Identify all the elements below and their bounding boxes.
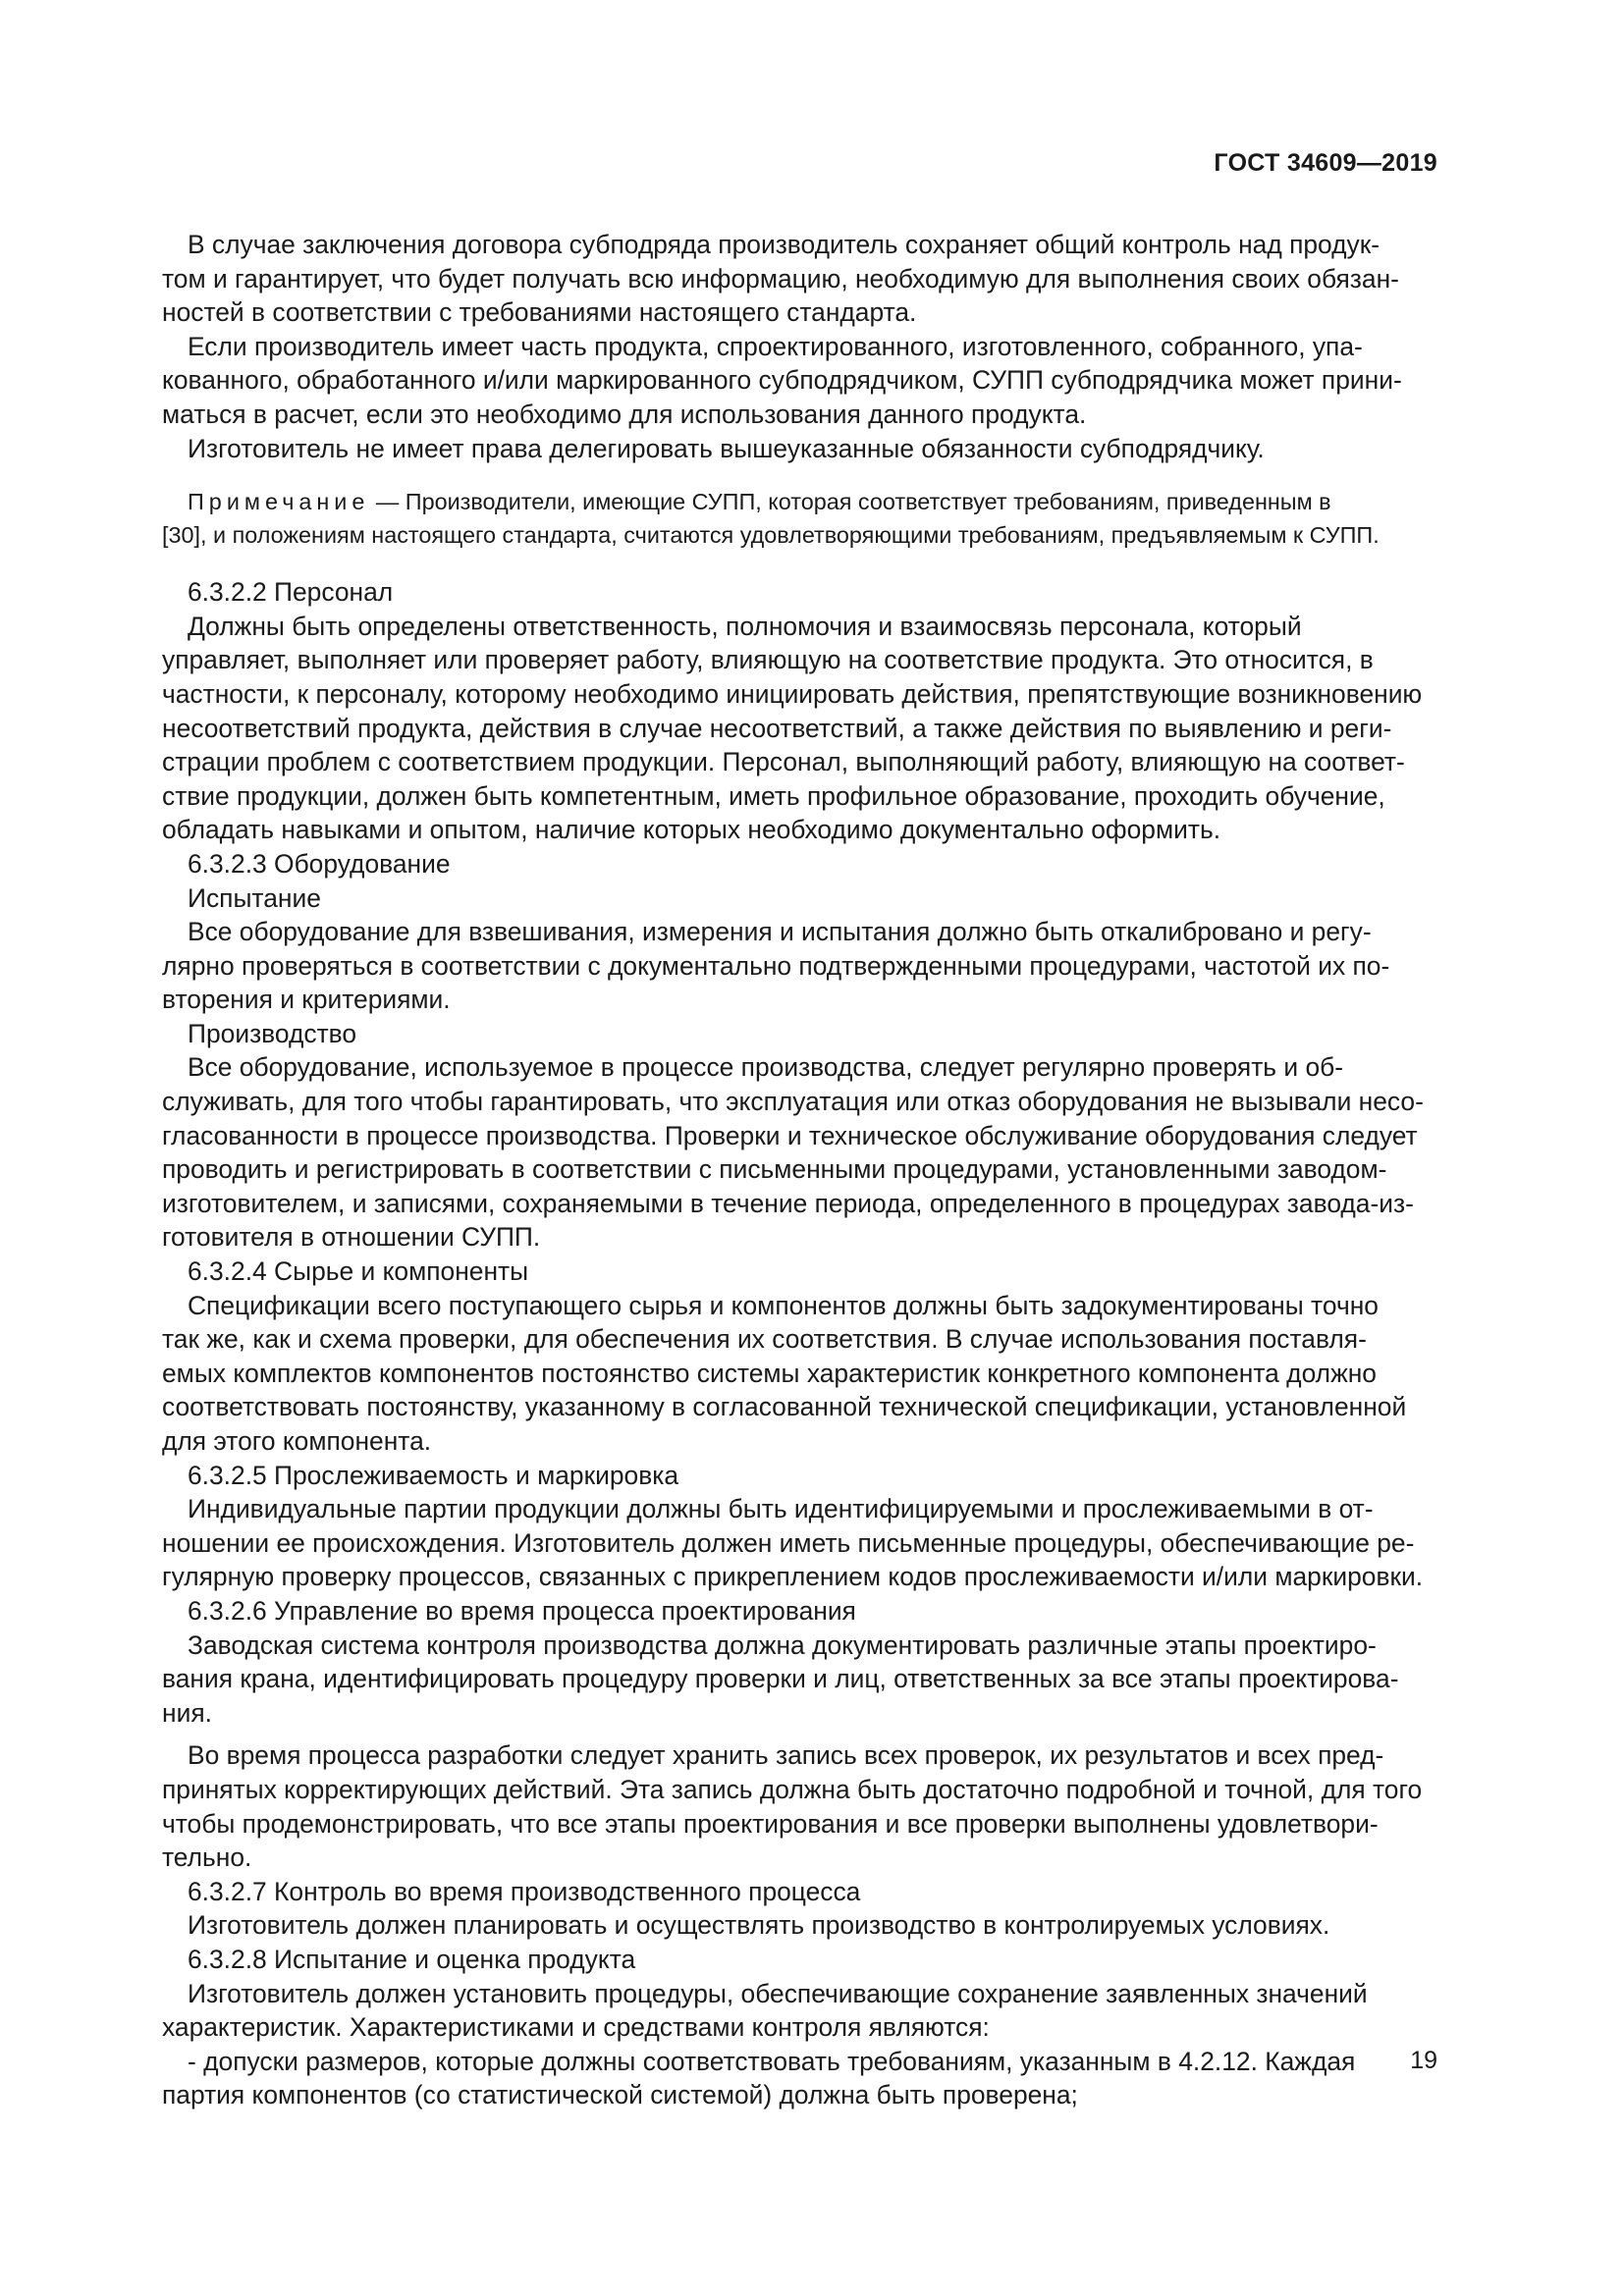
text-line: емых комплектов компонентов постоянство системы характеристик конкретного компонента должно bbox=[162, 1358, 1377, 1388]
paragraph-personnel bbox=[162, 610, 1444, 847]
paragraph-subcontract bbox=[162, 228, 1444, 330]
note-text-line: [30], и положениям настоящего стандарта, считаются удовлетворяющими требованиям, предъявляемым к СУПП. bbox=[162, 522, 1380, 549]
text-line: - допуски размеров, которые должны соответствовать требованиям, указанным в 4.2.12. Каждая bbox=[188, 2046, 1356, 2076]
text-line: Изготовитель не имеет права делегировать вышеуказанные обязанности субподрядчику. bbox=[188, 433, 1265, 463]
text-line: Изготовитель должен планировать и осуществлять производство в контролируемых условиях. bbox=[188, 1910, 1330, 1941]
text-line: принятых корректирующих действий. Эта запись должна быть достаточно подробной и точной, для того bbox=[162, 1774, 1423, 1804]
text-line: ния. bbox=[162, 1697, 212, 1728]
text-line: изготовителем, и записями, сохраняемыми в течение периода, определенного в процедурах завода-из- bbox=[162, 1188, 1414, 1218]
text-line: гулярную проверку процессов, связанных с прикреплением кодов прослеживаемости и/или маркировки. bbox=[162, 1562, 1424, 1592]
list-item-dimension-tolerances bbox=[162, 2045, 1444, 2112]
text-line: лярно проверяться в соответствии с документально подтвержденными процедурами, частотой их по- bbox=[162, 950, 1390, 981]
paragraph-equipment-testing bbox=[162, 915, 1444, 1017]
text-line: ношении ее происхождения. Изготовитель должен иметь письменные процедуры, обеспечивающие ре- bbox=[162, 1527, 1415, 1558]
paragraph-design-control bbox=[162, 1629, 1444, 1731]
text-line: вания крана, идентифицировать процедуру проверки и лиц, ответственных за все этапы проектирова- bbox=[162, 1664, 1399, 1694]
subheading-testing: Испытание bbox=[188, 882, 321, 913]
text-line: частности, к персоналу, которому необходимо инициировать действия, препятствующие возникновению bbox=[162, 678, 1423, 709]
section-heading-6-3-2-8: 6.3.2.8 Испытание и оценка продукта bbox=[188, 1944, 636, 1974]
section-heading-6-3-2-2: 6.3.2.2 Персонал bbox=[188, 577, 394, 608]
paragraph-equipment-production bbox=[162, 1050, 1444, 1255]
note-text: — Производители, имеющие СУПП, которая соответствует требованиям, приведенным в bbox=[369, 489, 1331, 515]
text-line: страции проблем с соответствием продукции. Персонал, выполняющий работу, влияющую на соответ- bbox=[162, 747, 1405, 777]
paragraph-product-testing bbox=[162, 1977, 1444, 2045]
text-line: В случае заключения договора субподряда производитель сохраняет общий контроль над продук- bbox=[188, 230, 1380, 259]
text-line: партия компонентов (со статистической системой) должна быть проверена; bbox=[162, 2080, 1078, 2110]
text-line: так же, как и схема проверки, для обеспечения их соответствия. В случае использования поставля- bbox=[162, 1324, 1367, 1355]
note-paragraph bbox=[162, 485, 1444, 552]
paragraph-raw-materials bbox=[162, 1289, 1444, 1459]
text-line: характеристик. Характеристиками и средствами контроля являются: bbox=[162, 2012, 990, 2043]
text-line: соответствовать постоянству, указанному в согласованной технической спецификации, установленной bbox=[162, 1392, 1407, 1422]
text-line: тельно. bbox=[162, 1842, 252, 1873]
text-line: чтобы продемонстрировать, что все этапы проектирования и все проверки выполнены удовлетвори- bbox=[162, 1808, 1379, 1839]
text-line: Должны быть определены ответственность, полномочия и взаимосвязь персонала, который bbox=[188, 611, 1302, 641]
text-line: гласованности в процессе производства. Проверки и техническое обслуживание оборудования следует bbox=[162, 1120, 1418, 1150]
text-line: кованного, обработанного и/или маркированного субподрядчиком, СУПП субподрядчика может прини- bbox=[162, 365, 1402, 396]
page-body bbox=[162, 228, 1444, 2112]
section-heading-6-3-2-7: 6.3.2.7 Контроль во время производственного процесса bbox=[188, 1876, 861, 1906]
section-heading-6-3-2-3: 6.3.2.3 Оборудование bbox=[188, 848, 451, 879]
section-heading-6-3-2-5: 6.3.2.5 Прослеживаемость и маркировка bbox=[188, 1460, 679, 1490]
text-line: Индивидуальные партии продукции должны быть идентифицируемыми и прослеживаемыми в от- bbox=[188, 1494, 1374, 1524]
text-line: вторения и критериями. bbox=[162, 985, 451, 1015]
paragraph-traceability bbox=[162, 1492, 1444, 1594]
text-line: ствие продукции, должен быть компетентным, иметь профильное образование, проходить обучение, bbox=[162, 780, 1385, 811]
text-line: Все оборудование для взвешивания, измерения и испытания должно быть откалибровано и регу- bbox=[188, 917, 1372, 947]
paragraph-design-records bbox=[162, 1738, 1444, 1874]
document-code-header: ГОСТ 34609—2019 bbox=[1214, 149, 1437, 177]
text-line: маться в расчет, если это необходимо для использования данного продукта. bbox=[162, 399, 1087, 429]
text-line: обладать навыками и опытом, наличие которых необходимо документально оформить. bbox=[162, 815, 1221, 845]
text-line: Во время процесса разработки следует хранить запись всех проверок, их результатов и всех пред- bbox=[188, 1740, 1384, 1771]
section-heading-6-3-2-4: 6.3.2.4 Сырье и компоненты bbox=[188, 1256, 529, 1287]
text-line: Если производитель имеет часть продукта, спроектированного, изготовленного, собранного, упа- bbox=[188, 331, 1363, 361]
text-line: проводить и регистрировать в соответствии с письменными процедурами, установленными заводом- bbox=[162, 1154, 1387, 1185]
section-heading-6-3-2-6: 6.3.2.6 Управление во время процесса проектирования bbox=[188, 1595, 856, 1626]
text-line: управляет, выполняет или проверяет работу, влияющую на соответствие продукта. Это относится, в bbox=[162, 645, 1374, 675]
text-line: готовителя в отношении СУПП. bbox=[162, 1222, 541, 1253]
paragraph-no-delegation bbox=[162, 432, 1444, 466]
text-line: Спецификации всего поступающего сырья и компонентов должны быть задокументированы точно bbox=[188, 1290, 1379, 1320]
subheading-production: Производство bbox=[188, 1018, 357, 1048]
text-line: несоответствий продукта, действия в случае несоответствий, а также действия по выявлению и реги- bbox=[162, 713, 1392, 743]
text-line: для этого компонента. bbox=[162, 1426, 432, 1456]
paragraph-subcontractor-part bbox=[162, 330, 1444, 432]
text-line: том и гарантирует, что будет получать всю информацию, необходимую для выполнения своих обязан- bbox=[162, 263, 1399, 294]
paragraph-production-control bbox=[162, 1908, 1444, 1943]
text-line: ностей в соответствии с требованиями настоящего стандарта. bbox=[162, 297, 917, 328]
page-number: 19 bbox=[1410, 2047, 1437, 2074]
note-label: Примечание bbox=[188, 489, 370, 515]
text-line: Изготовитель должен установить процедуры, обеспечивающие сохранение заявленных значений bbox=[188, 1978, 1368, 2008]
text-line: Заводская система контроля производства должна документировать различные этапы проектиро- bbox=[188, 1629, 1377, 1660]
text-line: служивать, для того чтобы гарантировать, что эксплуатация или отказ оборудования не вызывали несо- bbox=[162, 1087, 1424, 1117]
text-line: Все оборудование, используемое в процессе производства, следует регулярно проверять и об- bbox=[188, 1052, 1344, 1083]
